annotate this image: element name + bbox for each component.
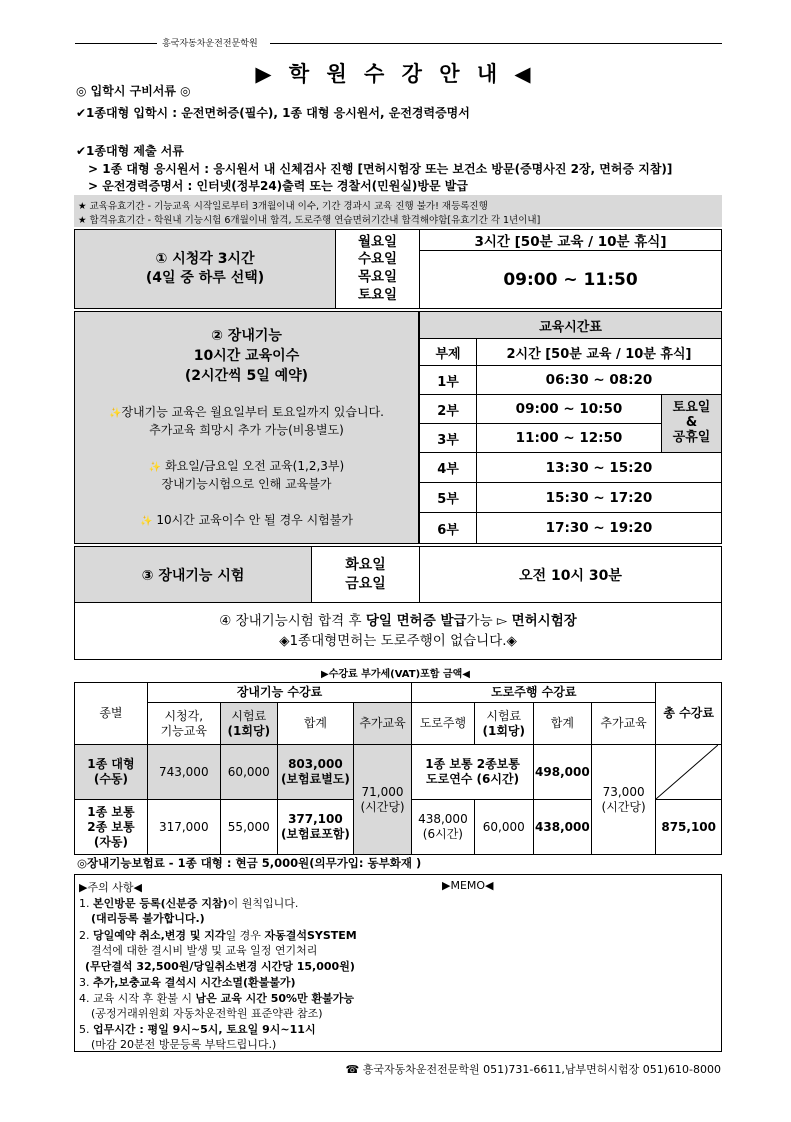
sparkle-icon: ✨: [140, 516, 153, 527]
r2-rexam: 60,000: [474, 800, 533, 855]
r1-sum: [277, 745, 353, 800]
header-rule-left: [75, 43, 157, 44]
h-road: 도로주행 수강료: [412, 683, 656, 703]
s1-day: 월요일: [357, 233, 398, 250]
s1-time: 09:00 ~ 11:50: [419, 250, 722, 309]
s2-title-reserve: (2시간씩 5일 예약): [184, 368, 309, 384]
s2-info1-extra: 추가교육 희망시 추가 가능(비용별도): [149, 423, 344, 437]
rule-3: [79, 974, 296, 990]
schedule-title: 교육시간표: [419, 311, 722, 339]
rule-1: [79, 895, 298, 911]
s3-title: ③ 장내기능 시험: [74, 546, 312, 603]
r2-sum: [277, 800, 353, 855]
h-exam2: (1회당): [227, 723, 271, 738]
part-time: 11:00 ~ 12:50: [476, 423, 662, 453]
road-extra: [591, 745, 656, 855]
weekend-holiday: 공휴일: [672, 429, 711, 445]
weekend-sat: 토요일: [672, 400, 711, 416]
r1-road2: 도로연수 (6시간): [426, 772, 520, 786]
r2-type: [75, 800, 148, 855]
h-rexam: [474, 703, 533, 745]
s2-info2-extra: 장내기능시험으로 인해 교육불가: [161, 477, 332, 491]
docs-title: ◎ 입학시 구비서류 ◎: [76, 84, 191, 98]
footer-contact: ☎ 흥국자동차운전전문학원 051)731-6611,남부면허시험장 051)610-8000: [345, 1063, 721, 1076]
part-name: 5부: [419, 482, 477, 513]
s2-info1: [75, 403, 418, 420]
rule-2-fee: (무단결석 32,500원/당일취소변경 시간당 15,000원): [85, 960, 355, 973]
s2-info-cell: [74, 311, 419, 544]
rule-2-bold: 당일예약 취소,변경 및 지각: [93, 929, 226, 942]
r1-type2: (수동): [93, 772, 128, 786]
rule-4-bold: 남은 교육 시간 50%만 환불가능: [195, 992, 355, 1005]
r2-type1: 1종 보통: [87, 804, 135, 819]
r2-exam: 55,000: [220, 800, 277, 855]
rule-5: [79, 1021, 316, 1037]
weekend-amp: &: [685, 415, 698, 431]
submit-item2: > 운전경력증명서 : 인터넷(정부24)출력 또는 경찰서(민원실)방문 발급: [88, 179, 468, 193]
s2-title-hours: 10시간 교육이수: [193, 348, 300, 364]
s4-line1: [219, 611, 577, 631]
r2-total: 875,100: [656, 800, 722, 855]
h-exam1: 시험료: [231, 708, 267, 723]
fee-table: [74, 682, 722, 855]
s4-line1a: ④ 장내기능시험 합격 후: [219, 612, 366, 629]
h-rexam1: 시험료: [486, 708, 522, 723]
h-course: 장내기능 수강료: [147, 683, 411, 703]
course-extra: [353, 745, 411, 855]
s2-info2: [75, 457, 418, 474]
s2-info1-text: 장내기능 교육은 월요일부터 토요일까지 있습니다.: [121, 405, 384, 419]
rule-3-num: 3.: [79, 976, 93, 989]
r2-road1: 438,000: [418, 812, 468, 826]
rule-1-num: 1.: [79, 897, 93, 910]
rule-4-text: 4. 교육 시작 후 환불 시: [79, 992, 196, 1005]
s1-days-cell: [335, 229, 420, 309]
course-extra1: 71,000: [361, 784, 404, 799]
r1-sum1: 803,000: [288, 757, 343, 771]
part-name: 6부: [419, 512, 477, 544]
h-av: [147, 703, 220, 745]
s4-line1d: 면허시험장: [511, 612, 577, 629]
h-extra: 추가교육: [353, 703, 411, 745]
r1-road1: 1종 보통 2종보통: [425, 757, 520, 771]
r1-road: [412, 745, 534, 800]
rule-2-sub: 결석에 대한 결시비 발생 및 교육 일정 연기처리: [91, 944, 318, 957]
rule-1-sub: (대리등록 불가합니다.): [91, 912, 205, 925]
rule-5-bold: 업무시간 : 평일 9시~5시, 토요일 9시~11시: [93, 1023, 316, 1036]
rule-1-rest: 이 원칙입니다.: [227, 897, 299, 910]
part-name: 3부: [419, 423, 477, 453]
s1-title-cell: [74, 229, 336, 309]
r2-type2: 2종 보통: [87, 819, 135, 834]
r2-rsum: 438,000: [533, 800, 591, 855]
s2-info3-text: 10시간 교육이수 안 될 경우 시험불가: [156, 513, 353, 527]
rule-3-bold: 추가,보충교육 결석시 시간소멸(환불불가): [93, 976, 296, 989]
s1-time-note: 3시간 [50분 교육 / 10분 휴식]: [419, 229, 722, 251]
h-type: 종별: [75, 683, 148, 745]
s2-info2-text: 화요일/금요일 오전 교육(1,2,3부): [165, 459, 345, 473]
r2-road2: (6시간): [422, 827, 463, 841]
rule-5-num: 5.: [79, 1023, 93, 1036]
r1-type1: 1종 대형: [87, 757, 135, 771]
insurance-note: ◎장내기능보험료 - 1종 대형 : 현금 5,000원(의무가입: 동부화재 ): [77, 856, 422, 870]
s2-title: ② 장내기능: [211, 328, 282, 344]
s4-line1b: 당일 면허증 발급: [365, 612, 467, 629]
h-sum: 합계: [277, 703, 353, 745]
road-extra1: 73,000: [602, 784, 645, 799]
part-time: 17:30 ~ 19:20: [476, 512, 722, 544]
part-time: 13:30 ~ 15:20: [476, 452, 722, 483]
s4-cell: [74, 602, 722, 660]
org-name: 흥국자동차운전전문학원: [162, 39, 258, 49]
part-header: 부제: [419, 338, 477, 366]
rule-4-sub: (공정거래위원회 자동차운전학원 표준약관 참조): [91, 1007, 323, 1020]
page-title: ▶ 학 원 수 강 안 내 ◀: [255, 62, 536, 86]
rule-2-mid: 일 경우: [225, 929, 265, 942]
r1-rsum: 498,000: [533, 745, 591, 800]
r1-exam: 60,000: [220, 745, 277, 800]
sparkle-icon: ✨: [109, 408, 122, 419]
s4-line1c: 가능 ▻: [466, 612, 512, 629]
submit-title: ✔1종대형 제출 서류: [76, 144, 184, 158]
submit-item1: > 1종 대형 응시원서 : 응시원서 내 신체검사 진행 [면허시험장 또는 보건소 방문(증명사진 2장, 면허증 지참)]: [88, 162, 673, 176]
h-exam: [220, 703, 277, 745]
s3-time: 오전 10시 30분: [419, 546, 722, 603]
r1-av: 743,000: [147, 745, 220, 800]
r2-sum2: (보험료포함): [280, 827, 350, 841]
part-name: 4부: [419, 452, 477, 483]
s1-day: 수요일: [357, 251, 398, 268]
r2-sum1: 377,100: [288, 812, 343, 826]
rule-2-num: 2.: [79, 929, 93, 942]
s1-day: 목요일: [357, 269, 398, 285]
s3-days-cell: [311, 546, 420, 603]
r1-sum2: (보험료별도): [280, 772, 350, 786]
docs-item1: ✔1종대형 입학시 : 운전면허증(필수), 1종 대형 응시원서, 운전경력증명서: [76, 106, 470, 120]
validity-note-1: ★ 교육유효기간 - 기능교육 시작일로부터 3개월이내 이수, 기간 경과시 교육 진행 불가! 재등록진행: [78, 201, 488, 212]
r2-road: [412, 800, 474, 855]
road-extra2: (시간당): [601, 799, 646, 814]
part-time: 06:30 ~ 08:20: [476, 365, 722, 395]
part-time: 09:00 ~ 10:50: [476, 394, 662, 424]
h-rexam2: (1회당): [482, 723, 526, 738]
s1-day: 토요일: [357, 286, 398, 303]
course-extra2: (시간당): [360, 799, 405, 814]
h-rsum: 합계: [533, 703, 591, 745]
fee-caption: ▶수강료 부가세(VAT)포함 금액◀: [321, 669, 470, 680]
sparkle-icon: ✨: [148, 462, 162, 473]
header-rule-right: [270, 43, 722, 44]
r2-av: 317,000: [147, 800, 220, 855]
rule-4: [79, 990, 354, 1006]
r1-type: [75, 745, 148, 800]
part-name: 1부: [419, 365, 477, 395]
rule-5-sub: (마감 20분전 방문등록 부탁드립니다.): [91, 1038, 277, 1051]
diagonal-slash: [656, 745, 718, 799]
h-total: 총 수강료: [656, 683, 722, 745]
validity-notes: [74, 195, 722, 227]
s2-info3: [75, 511, 418, 528]
h-av1: 시청각,: [164, 708, 204, 723]
weekend-badge: [661, 394, 722, 453]
s4-line2: ◈1종대형면허는 도로주행이 없습니다.◈: [279, 633, 517, 649]
caution-title: ▶주의 사항◀: [79, 881, 142, 894]
memo-title: ▶MEMO◀: [442, 879, 494, 892]
part-time: 15:30 ~ 17:20: [476, 482, 722, 513]
s1-title: ① 시청각 3시간: [155, 251, 255, 268]
h-rextra: 추가교육: [591, 703, 656, 745]
rule-2-bold2: 자동결석SYSTEM: [264, 929, 357, 942]
part-header-note: 2시간 [50분 교육 / 10분 휴식]: [476, 338, 722, 366]
s1-subtitle: (4일 중 하루 선택): [145, 270, 265, 286]
caution-box: [74, 874, 722, 1052]
r2-type3: (자동): [93, 834, 128, 849]
part-name: 2부: [419, 394, 477, 424]
s3-day: 화요일: [345, 556, 386, 573]
h-road-sub: 도로주행: [412, 703, 474, 745]
h-av2: 기능교육: [160, 723, 207, 738]
rule-1-bold: 본인방문 등록(신분증 지참): [93, 897, 228, 910]
rule-2: [79, 927, 357, 943]
s3-day: 금요일: [345, 575, 386, 592]
validity-note-2: ★ 합격유효기간 - 학원내 기능시험 6개월이내 합격, 도로주행 연습면허기간내 합격해야함[유효기간 각 1년이내]: [78, 215, 541, 226]
r1-total-empty: [656, 745, 722, 800]
